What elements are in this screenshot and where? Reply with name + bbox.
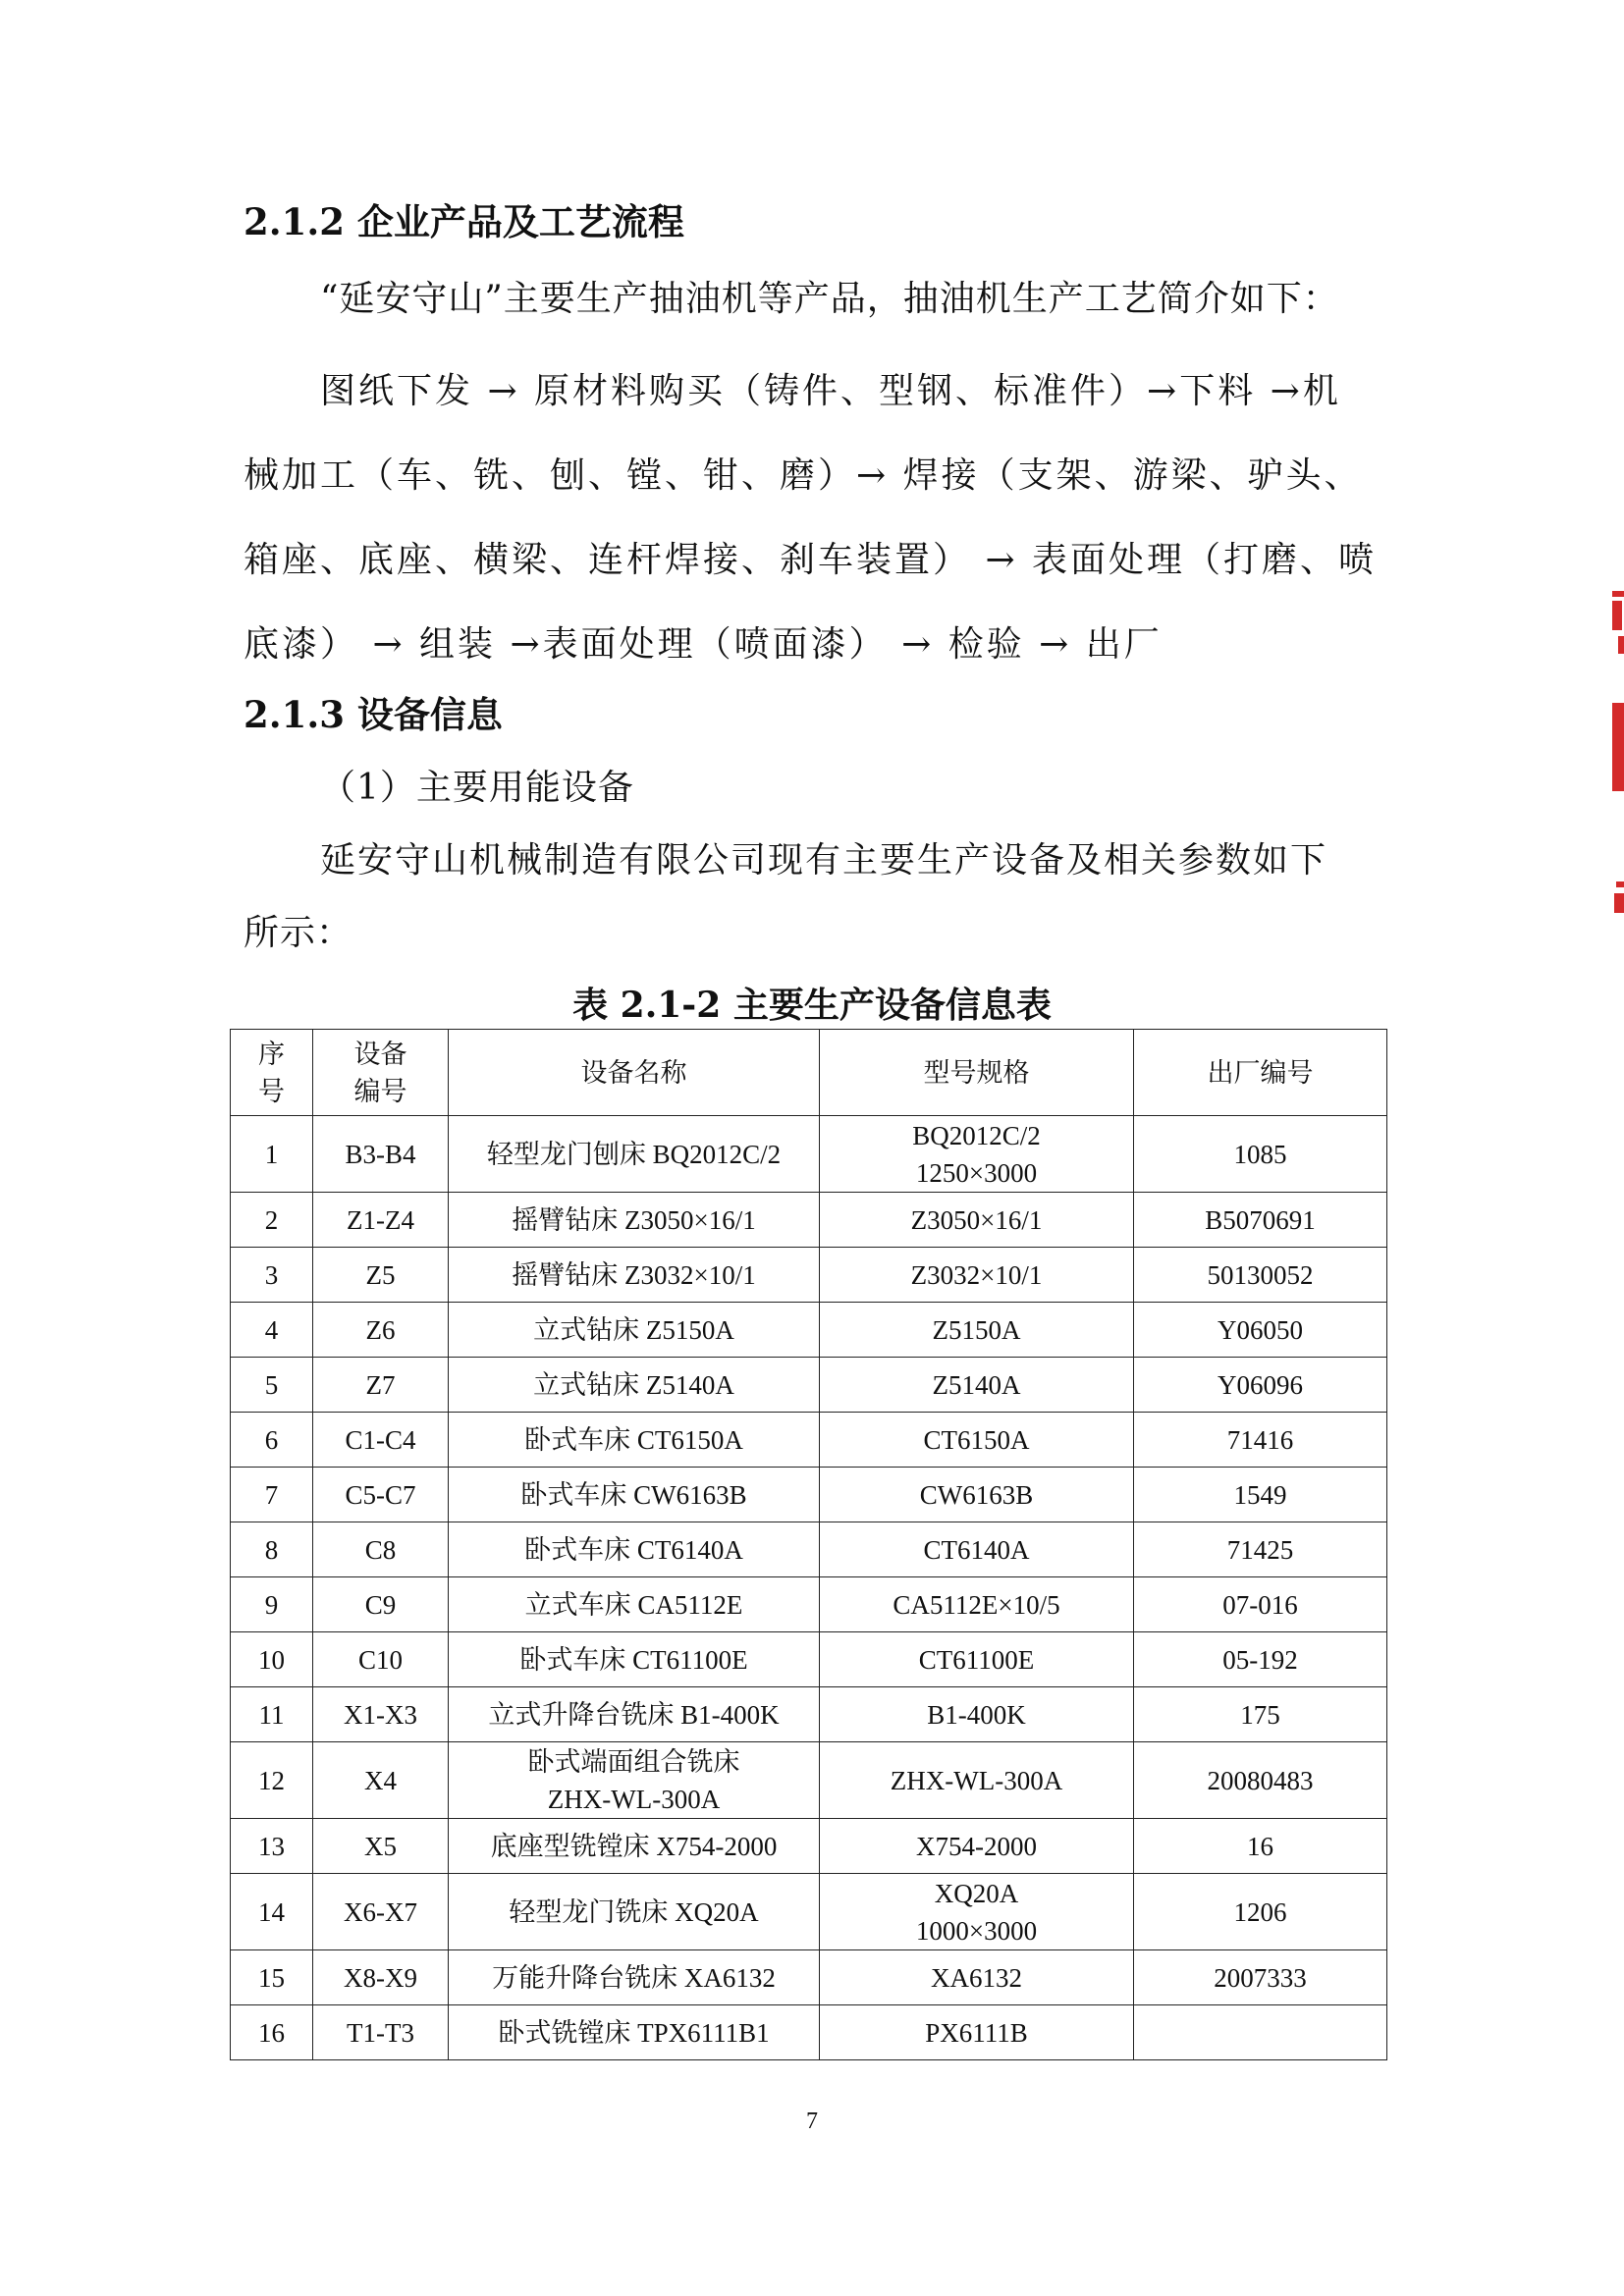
cell-serial: 1549 — [1134, 1468, 1387, 1522]
cell-serial: B5070691 — [1134, 1193, 1387, 1248]
equipment-table — [230, 1029, 1387, 2060]
table-row — [231, 1116, 1387, 1193]
cell-code: Z1-Z4 — [313, 1193, 449, 1248]
cell-name: 轻型龙门铣床 XQ20A — [449, 1874, 820, 1950]
cell-name: 万能升降台铣床 XA6132 — [449, 1950, 820, 2005]
cell-name: 卧式车床 CT61100E — [449, 1632, 820, 1687]
cell-serial: Y06050 — [1134, 1303, 1387, 1358]
header-no: 序 号 — [231, 1030, 313, 1116]
cell-code: Z6 — [313, 1303, 449, 1358]
cell-name: 摇臂钻床 Z3032×10/1 — [449, 1248, 820, 1303]
cell-serial: 2007333 — [1134, 1950, 1387, 2005]
cell-no: 10 — [231, 1632, 313, 1687]
cell-no: 7 — [231, 1468, 313, 1522]
cell-model: CA5112E×10/5 — [820, 1577, 1134, 1632]
cell-name: 摇臂钻床 Z3050×16/1 — [449, 1193, 820, 1248]
table-row — [231, 1413, 1387, 1468]
process-line: 图纸下发 → 原材料购买（铸件、型钢、标准件）→下料 →机 — [320, 371, 1341, 411]
cell-no: 8 — [231, 1522, 313, 1577]
cell-code: B3-B4 — [313, 1116, 449, 1193]
table-row — [231, 1303, 1387, 1358]
cell-model: ZHX-WL-300A — [820, 1742, 1134, 1819]
table-row — [231, 1742, 1387, 1819]
cell-name: 卧式车床 CW6163B — [449, 1468, 820, 1522]
cell-code: X5 — [313, 1819, 449, 1874]
table-row — [231, 1687, 1387, 1742]
cell-no: 9 — [231, 1577, 313, 1632]
cell-name: 底座型铣镗床 X754-2000 — [449, 1819, 820, 1874]
cell-model: Z5140A — [820, 1358, 1134, 1413]
intro-paragraph: “延安守山”主要生产抽油机等产品，抽油机生产工艺简介如下： — [320, 279, 1339, 319]
cell-serial: 05-192 — [1134, 1632, 1387, 1687]
cell-name: 卧式铣镗床 TPX6111B1 — [449, 2005, 820, 2060]
cell-name: 卧式车床 CT6150A — [449, 1413, 820, 1468]
table-row — [231, 1819, 1387, 1874]
cell-name: 轻型龙门刨床 BQ2012C/2 — [449, 1116, 820, 1193]
cell-model: CT61100E — [820, 1632, 1134, 1687]
cell-model: B1-400K — [820, 1687, 1134, 1742]
cell-serial: Y06096 — [1134, 1358, 1387, 1413]
process-line: 底漆） → 组装 →表面处理（喷面漆） → 检验 → 出厂 — [244, 624, 1163, 665]
cell-serial: 07-016 — [1134, 1577, 1387, 1632]
cell-code: X6-X7 — [313, 1874, 449, 1950]
cell-no: 15 — [231, 1950, 313, 2005]
cell-model: CT6150A — [820, 1413, 1134, 1468]
cell-code: X1-X3 — [313, 1687, 449, 1742]
cell-model: BQ2012C/2 1250×3000 — [820, 1116, 1134, 1193]
page-number: 7 — [806, 2109, 818, 2134]
cell-serial: 71425 — [1134, 1522, 1387, 1577]
cell-name: 卧式车床 CT6140A — [449, 1522, 820, 1577]
cell-no: 1 — [231, 1116, 313, 1193]
cell-serial: 1206 — [1134, 1874, 1387, 1950]
cell-no: 4 — [231, 1303, 313, 1358]
cell-serial: 175 — [1134, 1687, 1387, 1742]
cell-no: 11 — [231, 1687, 313, 1742]
table-row — [231, 1874, 1387, 1950]
cell-model: X754-2000 — [820, 1819, 1134, 1874]
cell-no: 13 — [231, 1819, 313, 1874]
description-line: 延安守山机械制造有限公司现有主要生产设备及相关参数如下 — [320, 840, 1328, 881]
cell-code: T1-T3 — [313, 2005, 449, 2060]
header-name: 设备名称 — [449, 1030, 820, 1116]
cell-code: C8 — [313, 1522, 449, 1577]
cell-no: 12 — [231, 1742, 313, 1819]
cell-code: C10 — [313, 1632, 449, 1687]
cell-serial: 50130052 — [1134, 1248, 1387, 1303]
cell-serial: 16 — [1134, 1819, 1387, 1874]
process-line: 械加工（车、铣、刨、镗、钳、磨）→ 焊接（支架、游梁、驴头、 — [244, 455, 1363, 496]
table-row — [231, 1632, 1387, 1687]
cell-no: 16 — [231, 2005, 313, 2060]
cell-model: CT6140A — [820, 1522, 1134, 1577]
table-row — [231, 1950, 1387, 2005]
cell-name: 卧式端面组合铣床 ZHX-WL-300A — [449, 1742, 820, 1819]
table-header-row — [231, 1030, 1387, 1116]
header-code: 设备 编号 — [313, 1030, 449, 1116]
table-row — [231, 2005, 1387, 2060]
section-title-2-1-3: 2.1.3 设备信息 — [244, 693, 503, 736]
cell-code: C1-C4 — [313, 1413, 449, 1468]
cell-no: 6 — [231, 1413, 313, 1468]
cell-code: X4 — [313, 1742, 449, 1819]
cell-no: 14 — [231, 1874, 313, 1950]
subsection-heading: （1）主要用能设备 — [320, 768, 634, 808]
cell-model: CW6163B — [820, 1468, 1134, 1522]
process-line: 箱座、底座、横梁、连杆焊接、刹车装置） → 表面处理（打磨、喷 — [244, 540, 1378, 580]
table-row — [231, 1193, 1387, 1248]
cell-name: 立式车床 CA5112E — [449, 1577, 820, 1632]
table-row — [231, 1468, 1387, 1522]
cell-model: XA6132 — [820, 1950, 1134, 2005]
cell-code: Z5 — [313, 1248, 449, 1303]
cell-code: X8-X9 — [313, 1950, 449, 2005]
cell-serial: 1085 — [1134, 1116, 1387, 1193]
cell-model: PX6111B — [820, 2005, 1134, 2060]
cell-serial: 71416 — [1134, 1413, 1387, 1468]
cell-name: 立式钻床 Z5150A — [449, 1303, 820, 1358]
table-row — [231, 1522, 1387, 1577]
cell-no: 5 — [231, 1358, 313, 1413]
cell-no: 2 — [231, 1193, 313, 1248]
cell-name: 立式升降台铣床 B1-400K — [449, 1687, 820, 1742]
table-row — [231, 1358, 1387, 1413]
cell-no: 3 — [231, 1248, 313, 1303]
cell-name: 立式钻床 Z5140A — [449, 1358, 820, 1413]
cell-model: XQ20A 1000×3000 — [820, 1874, 1134, 1950]
table-row — [231, 1577, 1387, 1632]
cell-serial: 20080483 — [1134, 1742, 1387, 1819]
section-title-2-1-2: 2.1.2 企业产品及工艺流程 — [244, 200, 684, 243]
cell-model: Z5150A — [820, 1303, 1134, 1358]
header-model: 型号规格 — [820, 1030, 1134, 1116]
cell-model: Z3050×16/1 — [820, 1193, 1134, 1248]
cell-code: C9 — [313, 1577, 449, 1632]
cell-model: Z3032×10/1 — [820, 1248, 1134, 1303]
cell-code: C5-C7 — [313, 1468, 449, 1522]
description-line: 所示： — [244, 913, 353, 953]
cell-serial — [1134, 2005, 1387, 2060]
table-row — [231, 1248, 1387, 1303]
table-caption: 表 2.1-2 主要生产设备信息表 — [572, 985, 1052, 1026]
cell-code: Z7 — [313, 1358, 449, 1413]
header-serial: 出厂编号 — [1134, 1030, 1387, 1116]
